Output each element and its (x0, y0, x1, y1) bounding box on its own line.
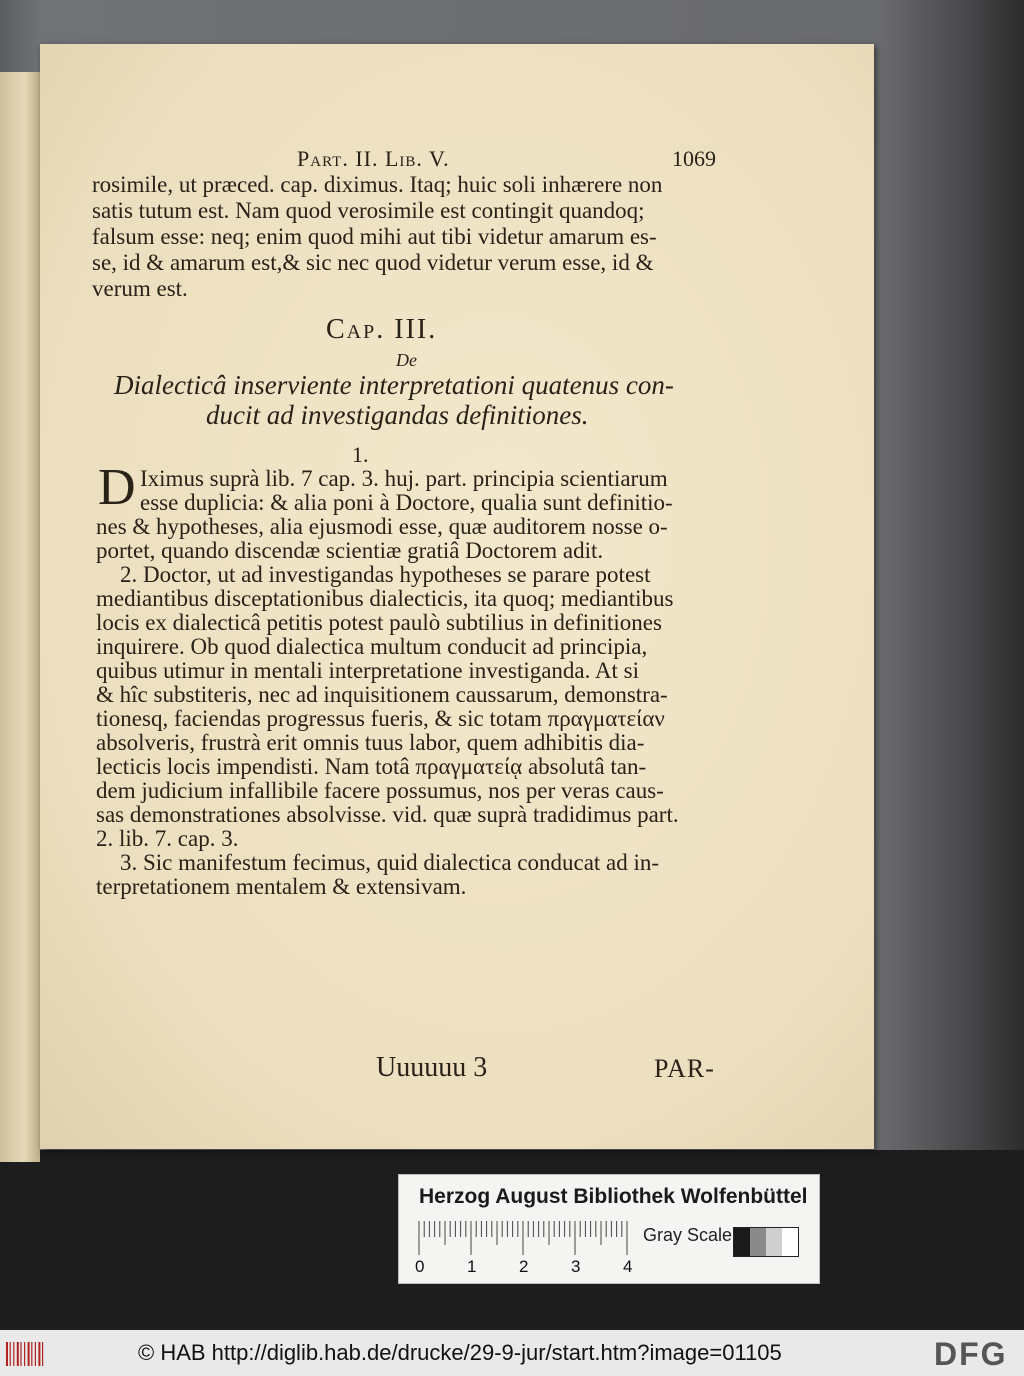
barcode-bar (28, 1342, 30, 1366)
text-line: Iximus suprà lib. 7 cap. 3. huj. part. principia scientiarum (140, 466, 668, 491)
text-line: rosimile, ut præced. cap. diximus. Itaq; huic soli inhærere non (92, 172, 663, 197)
library-name: Herzog August Bibliothek Wolfenbüttel (419, 1185, 808, 1208)
gray-scale-swatches (733, 1227, 799, 1257)
text-line: locis ex dialecticâ petitis potest paulò subtilius in definitiones (96, 610, 662, 635)
text-line: tionesq, faciendas progressus fueris, & sic totam πραγματείαν (96, 706, 665, 731)
barcode-bar (38, 1342, 40, 1366)
text-line: verum est. (92, 276, 188, 301)
text-line: esse duplicia: & alia poni à Doctore, qualia sunt definitio- (140, 490, 673, 515)
text-line: satis tutum est. Nam quod verosimile est contingit quandoq; (92, 198, 645, 223)
ruler-label: 3 (571, 1257, 581, 1276)
dfg-logo: DFG (934, 1336, 1008, 1372)
barcode-bar (10, 1342, 11, 1366)
chapter-title: Cap. III. (326, 314, 438, 345)
footer-bar (0, 1330, 1024, 1376)
text-line: mediantibus disceptationibus dialecticis, ita quoq; mediantibus (96, 586, 674, 611)
text-line: terpretationem mentalem & extensivam. (96, 874, 467, 899)
facing-page-edge (0, 72, 40, 1162)
barcode-bar (24, 1342, 25, 1366)
ruler-label: 4 (623, 1257, 633, 1276)
catchword: PAR- (654, 1054, 715, 1083)
gray-swatch (766, 1228, 782, 1256)
text-line: 2. lib. 7. cap. 3. (96, 826, 239, 851)
library-label-card (398, 1174, 820, 1284)
text-line: & hîc substiteris, nec ad inquisitionem caussarum, demonstra- (96, 682, 668, 707)
section-number: 1. (352, 442, 369, 467)
gray-swatch (750, 1228, 766, 1256)
page-number: 1069 (672, 146, 716, 171)
barcode-bar (17, 1342, 19, 1366)
barcode-icon (6, 1342, 46, 1366)
gray-swatch (782, 1228, 798, 1256)
barcode-bar (35, 1342, 36, 1366)
text-line: dem judicium infallibile facere possumus, nos per veras caus- (96, 778, 664, 803)
running-head: Part. II. Lib. V. (297, 146, 450, 171)
text-line: quibus utimur in mentali interpretatione investiganda. At si (96, 658, 639, 683)
text-line: portet, quando discendæ scientiæ gratiâ Doctorem adit. (96, 538, 604, 563)
text-line: se, id & amarum est,& sic nec quod videtur verum esse, id & (92, 250, 654, 275)
ruler-label: 0 (415, 1257, 425, 1276)
text-line: falsum esse: neq; enim quod mihi aut tibi videtur amarum es- (92, 224, 657, 249)
book-page (40, 44, 874, 1149)
ruler-label: 2 (519, 1257, 529, 1276)
barcode-bar (6, 1342, 8, 1366)
text-line: inquirere. Ob quod dialectica multum conducit ad principia, (96, 634, 648, 659)
text-line: sas demonstrationes absolvisse. vid. quæ suprà tradidimus part. (96, 802, 679, 827)
chapter-de: De (396, 350, 417, 370)
text-line: nes & hypotheses, alia ejusmodi esse, quæ auditorem nosse o- (96, 514, 668, 539)
barcode-bar (13, 1342, 14, 1366)
text-line: 2. Doctor, ut ad investigandas hypotheses se parare potest (120, 562, 651, 587)
text-line: 3. Sic manifestum fecimus, quid dialectica conducat ad in- (120, 850, 660, 875)
gray-swatch (734, 1228, 750, 1256)
ruler-label: 1 (467, 1257, 477, 1276)
chapter-subtitle-line-2: ducit ad investigandas definitiones. (206, 400, 589, 430)
barcode-bar (42, 1342, 43, 1366)
text-line: lecticis locis impendisti. Nam totâ πραγματείᾳ absolutâ tan- (96, 754, 647, 779)
footer-credit-link[interactable]: © HAB http://diglib.hab.de/drucke/29-9-jur/start.htm?image=01105 (138, 1340, 782, 1365)
signature-mark: Uuuuuu 3 (376, 1052, 488, 1083)
drop-cap: D (98, 459, 136, 516)
scale-ruler (417, 1221, 629, 1255)
gray-scale-label: Gray Scale (643, 1225, 733, 1245)
barcode-bar (31, 1342, 32, 1366)
text-line: absolveris, frustrà erit omnis tuus labor, quem adhibitis dia- (96, 730, 645, 755)
chapter-subtitle-line-1: Dialecticâ inserviente interpretationi quatenus con- (114, 370, 674, 400)
barcode-bar (20, 1342, 21, 1366)
